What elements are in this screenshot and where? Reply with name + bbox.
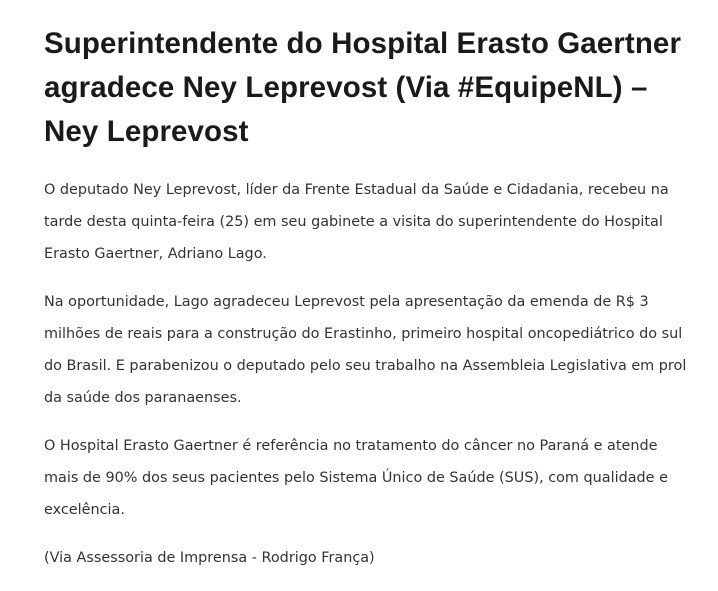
article-paragraph: O deputado Ney Leprevost, líder da Frente Estadual da Saúde e Cidadania, recebeu na tarde desta quinta-feira (25) em seu gabinete a visita do superintendente do Hospital Erasto Gaertner, Adriano Lago.: [44, 182, 669, 262]
article: [44, 22, 694, 590]
article-paragraph: Na oportunidade, Lago agradeceu Leprevost pela apresentação da emenda de R$ 3 milhões de reais para a construção do Erastinho, primeiro hospital oncopediátrico do sul do Brasil. E parabenizou o deputado pelo seu trabalho na Assembleia Legislativa em prol da saúde dos paranaenses.: [44, 294, 687, 406]
article-paragraph: O Hospital Erasto Gaertner é referência no tratamento do câncer no Paraná e atende mais de 90% dos seus pacientes pelo Sistema Único de Saúde (SUS), com qualidade e excelência.: [44, 438, 668, 518]
article-credit: (Via Assessoria de Imprensa - Rodrigo França): [44, 550, 375, 566]
article-title: Superintendente do Hospital Erasto Gaertner agradece Ney Leprevost (Via #EquipeNL) – Ney Leprevost: [44, 27, 682, 148]
